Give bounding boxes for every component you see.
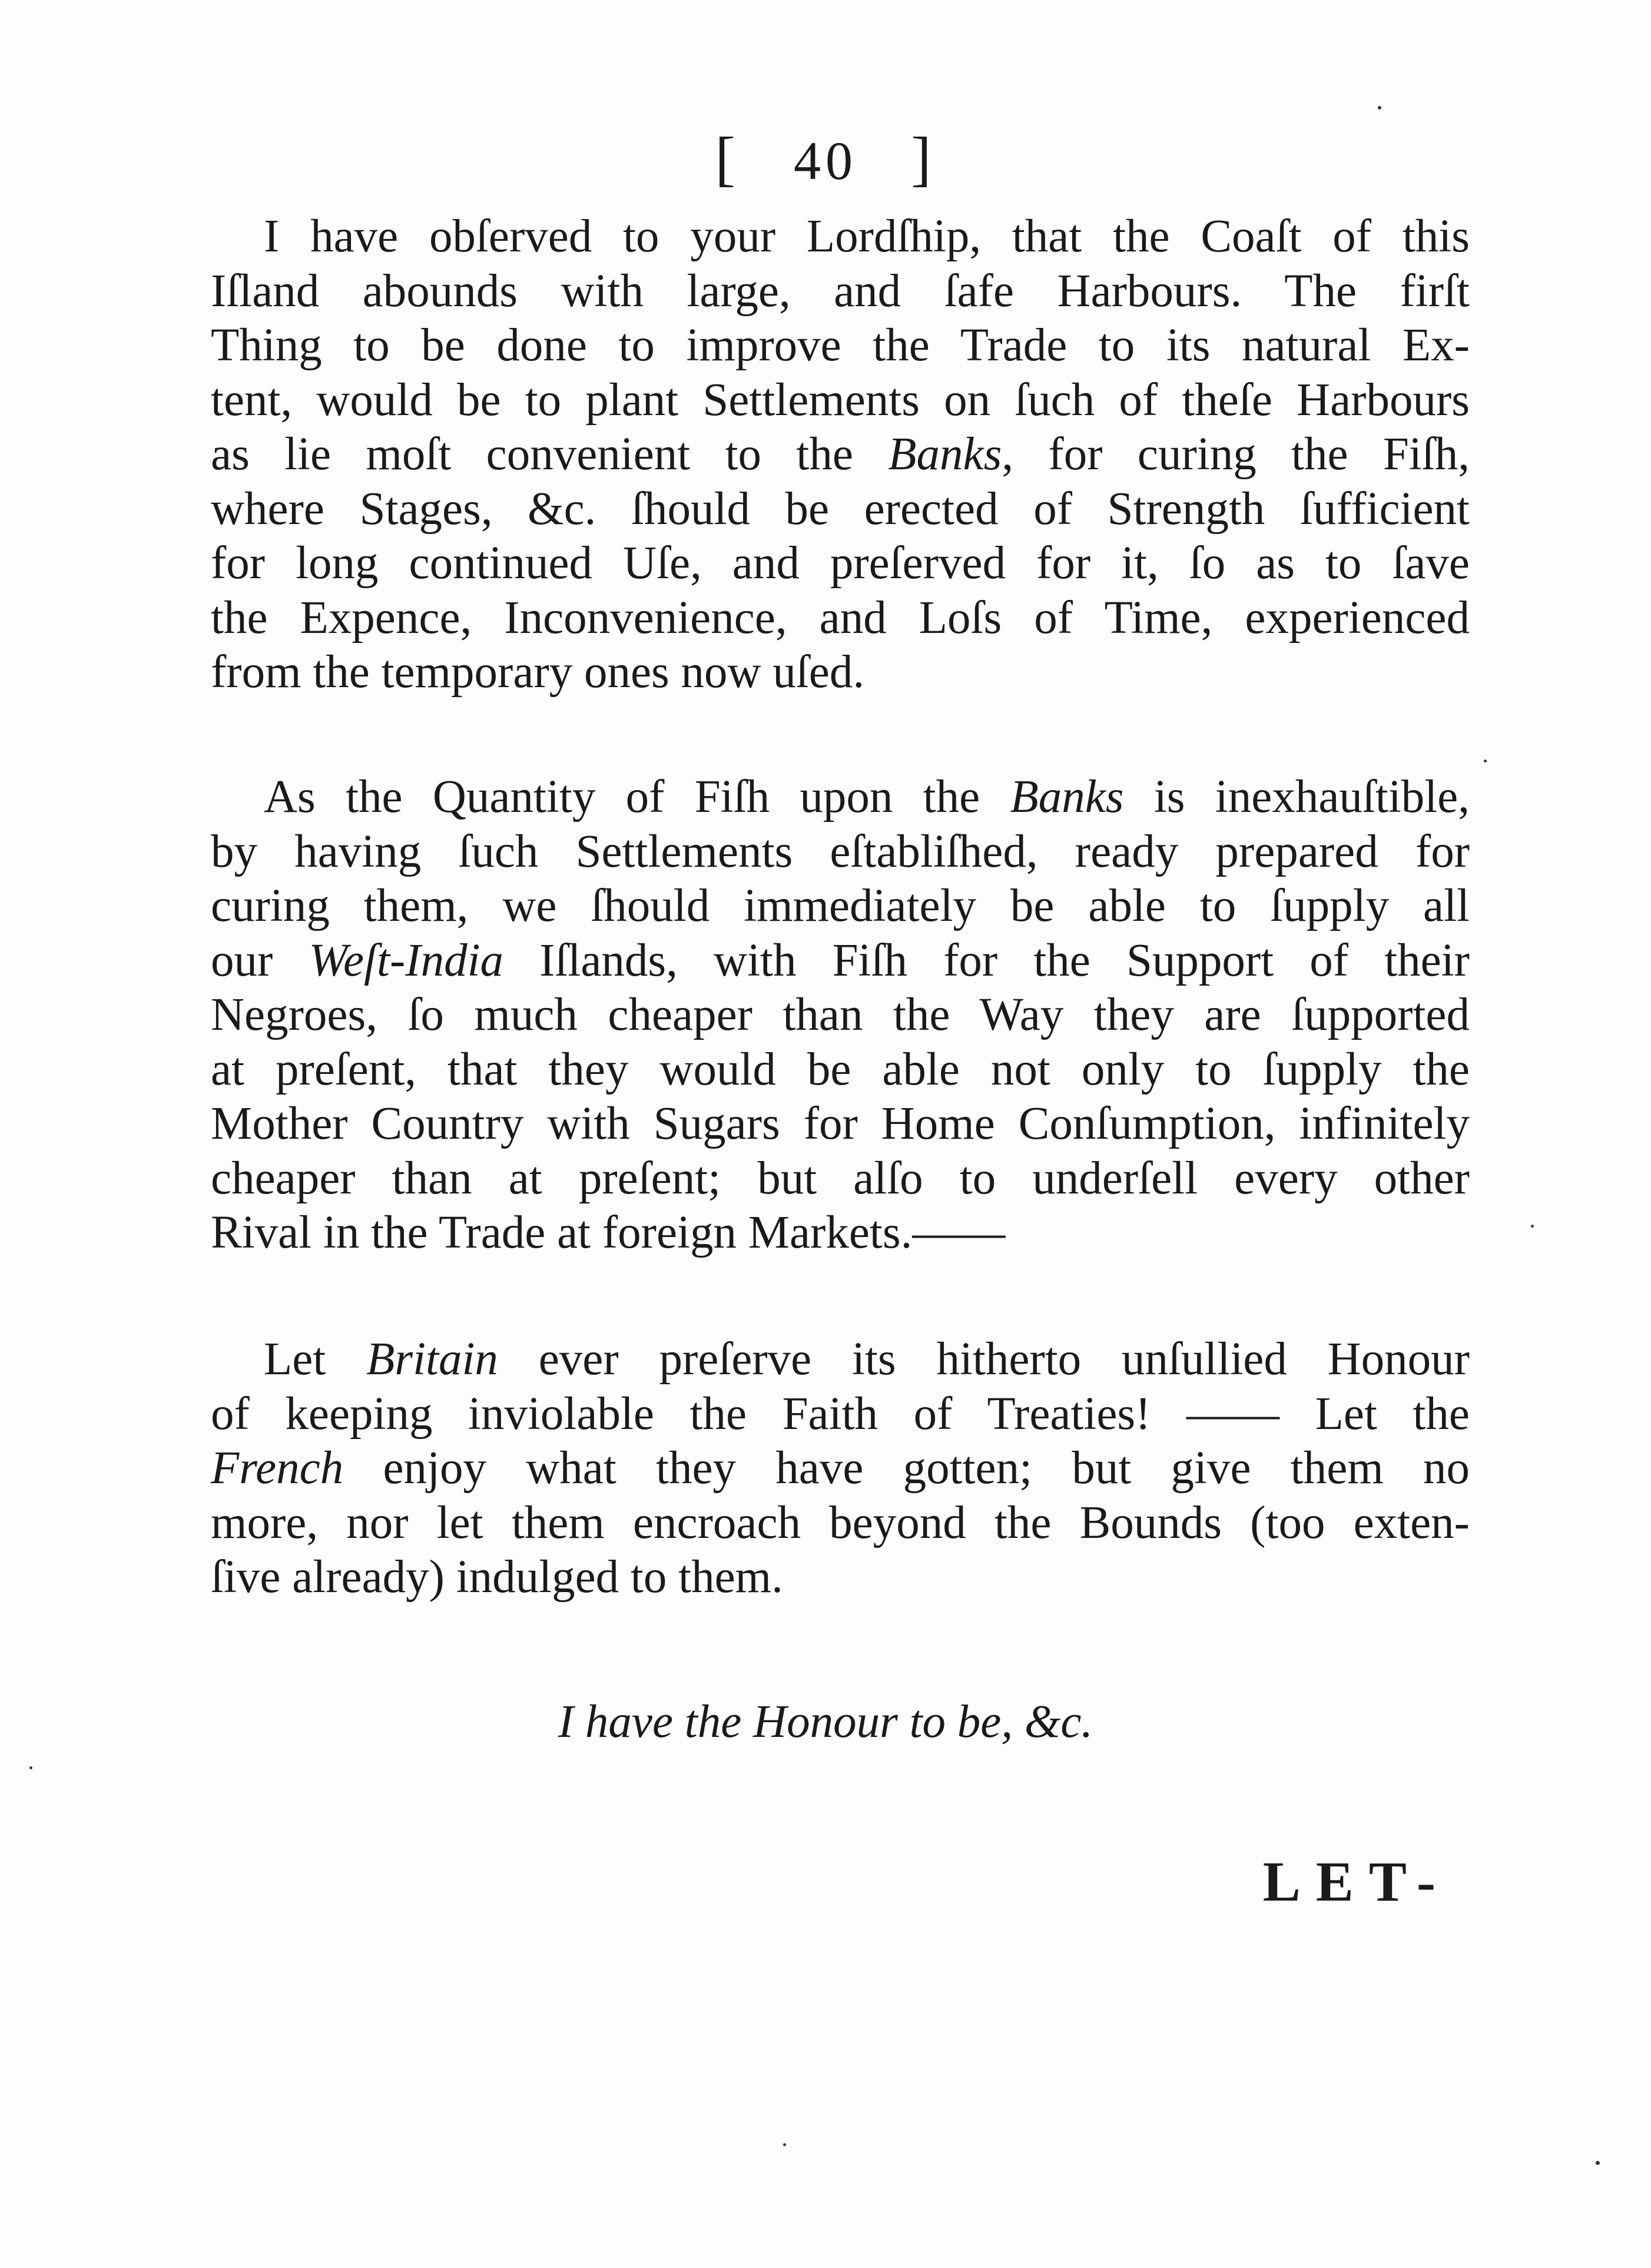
text-line: Let Britain ever preſerve its hitherto unſullied Honour <box>264 1334 1470 1385</box>
left-bracket: [ <box>715 125 740 193</box>
text-line: Thing to be done to improve the Trade to its natural Ex- <box>211 320 1470 371</box>
text-line: for long continued Uſe, and preſerved for it, ſo as to ſave <box>211 538 1470 589</box>
text-line: Iſland abounds with large, and ſafe Harbours. The firſt <box>211 265 1470 317</box>
paragraph-3 <box>211 1332 1470 1605</box>
text-line: curing them, we ſhould immediately be able to ſupply all <box>211 880 1470 931</box>
text-line: tent, would be to plant Settlements on ſuch of theſe Harbours <box>211 374 1470 426</box>
text-line: ſive already) indulged to them. <box>211 1551 783 1603</box>
paper-speck <box>1531 1225 1534 1228</box>
closing-salutation: I have the Honour to be, &c. <box>558 1696 1093 1748</box>
text-line: at preſent, that they would be able not only to ſupply the <box>211 1043 1470 1095</box>
text-line: As the Quantity of Fiſh upon the Banks is inexhauſtible, <box>264 771 1470 823</box>
text-line: our Weſt-India Iſlands, with Fiſh for the Support of their <box>211 934 1470 986</box>
paper-speck <box>1378 106 1381 110</box>
catchword: LET- <box>1262 1850 1451 1913</box>
paper-speck <box>783 2143 786 2146</box>
paper-speck <box>1484 760 1487 762</box>
text-line: as lie moſt convenient to the Banks, for curing the Fiſh, <box>211 429 1470 480</box>
text-line: more, nor let them encroach beyond the Bounds (too exten- <box>211 1497 1470 1549</box>
text-line: Mother Country with Sugars for Home Conſumption, infinitely <box>211 1098 1470 1149</box>
paragraph-1 <box>211 210 1470 700</box>
paper-speck <box>29 1766 32 1769</box>
page-number: 40 <box>794 131 857 191</box>
page-header <box>0 124 1651 194</box>
text-line: where Stages, &c. ſhould be erected of Strength ſufficient <box>211 483 1470 535</box>
paragraph-2 <box>211 770 1470 1261</box>
text-line: I have obſerved to your Lordſhip, that the Coaſt of this <box>264 211 1470 262</box>
text-line: from the temporary ones now uſed. <box>211 646 865 698</box>
text-line: the Expence, Inconvenience, and Loſs of Time, experienced <box>211 592 1470 644</box>
text-line: Rival in the Trade at foreign Markets.—— <box>211 1207 1006 1258</box>
text-line: of keeping inviolable the Faith of Treaties! —— Let the <box>211 1388 1470 1440</box>
right-bracket: ] <box>911 125 936 193</box>
text-line: cheaper than at preſent; but alſo to underſell every other <box>211 1152 1470 1204</box>
paper-speck <box>1596 2161 1600 2165</box>
text-line: by having ſuch Settlements eſtabliſhed, ready prepared for <box>211 825 1470 877</box>
text-line: Negroes, ſo much cheaper than the Way they are ſupported <box>211 989 1470 1040</box>
text-line: French enjoy what they have gotten; but give them no <box>211 1443 1470 1494</box>
